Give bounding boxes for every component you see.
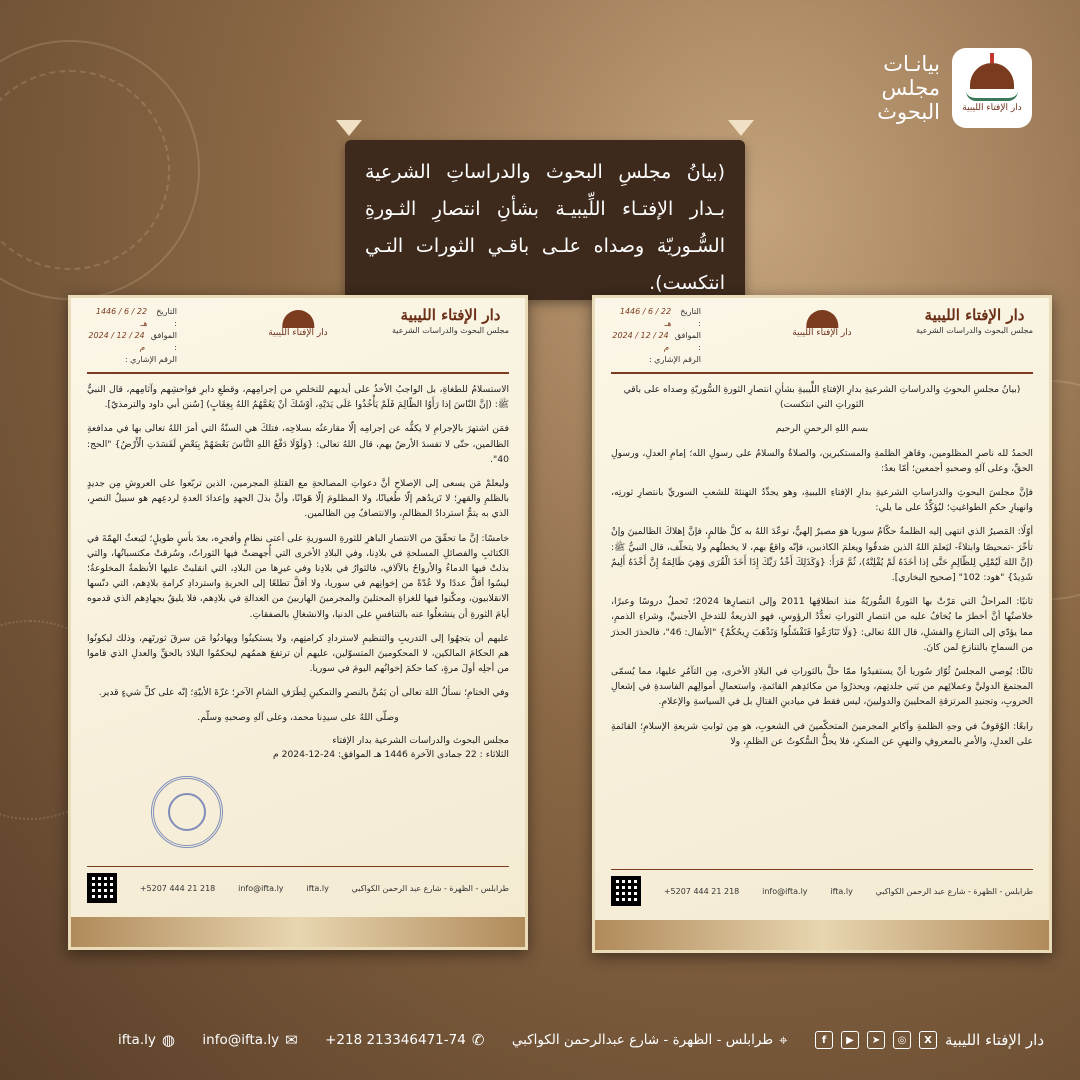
youtube-icon[interactable]: ▶ [841,1031,859,1049]
document-footer [87,866,509,903]
footer-logo: دار الإفتاء الليبية [945,1031,1044,1049]
dome-icon [970,63,1014,89]
paragraph: ثالثًا: يُوصي المجلسُ ثُوّارَ سُوريا أنْ يستفيدُوا ممّا حلَّ بالثوراتِ في البلادِ الأخرى، مِن التآمُرِ عليها، مما يُسمّى المجتمعَ الدوليَّ وعملائِهم من بَني جلدتِهم، ويحذرُوا من مكائدِهم القائمةِ، واستعمالِ أموالِهم الفاسدةِ في إشعالِ الحروبِ، وتجنيدِ المرتزقةِ المحليينَ والدوليينَ، ليس فقط في ميادينِ القتالِ بل في السياسةِ والإعلامِ. [611,666,1033,708]
document-bottom-bar [71,917,525,947]
x-icon[interactable]: X [919,1031,937,1049]
document-brand: دار الإفتاء الليبية [400,306,501,324]
footer-email: info@ifta.ly [762,886,808,896]
brand-header [860,48,1032,128]
banner-corner-left [336,120,362,136]
globe-icon: ◍ [161,1031,175,1049]
paragraph: فمَن اشتهرَ بالإجرامِ لا يكفُّه عن إجرامِه إلّا مقارعتُه بسلاحِه، فتلكَ هي السنّةُ التي أمرَ اللهُ تعالى بها في مدافعةِ الظالمين، حتّى لا تفسدَ الأرضُ بهم، قال اللهُ تعالى: {وَلَوْلَا دَفْعُ اللهِ النَّاسَ بَعْضَهُمْ بِبَعْضٍ لَفَسَدَتِ الْأَرْضُ} "الحج: 40". [87,423,509,465]
ifta-logo [952,48,1032,128]
closing-salat: وصلّى اللهُ على سيدِنا محمد، وعلى آلهِ وصحبهِ وسلّم. [197,711,399,723]
footer-address: طرابلس - الظهرة - شارع عبد الرحمن الكواكبي [351,883,509,893]
paragraph: خامسًا: إنَّ ما تحقّقَ من الانتصارِ الباهرِ للثورةِ السوريةِ على أعتى نظامٍ وأفجرِه، بعدَ بأسٍ طويلٍ؛ ليَبعثُ الهمّةَ في الكتائبِ والفصائلِ المسلحةِ في بلادِنا، وفي البلادِ الأخرى التي أُجهضتْ فيها الثوراتُ، وسُرقتْ مكتسباتُها، والتي بذلتْ فيها الدماءُ والأرواحُ بالآلافِ، فالثوارُ في بلادِنا وفي غيرِها من البلادِ، التي انقلبتْ عليها الأنظمةُ المخلوعةُ؛ ليسُوا أقلَّ عددًا ولا عُدّةً من إخوانِهم في سوريا، ولا أقلَّ تطلعًا إلى الحريةِ واستردادِ كرامةِ بلادِهم، التي دنّسها الانقلابيون، ومكّنوا فيها للغزاةِ المحتلينَ والمجرمينَ الهاربينَ من العدالةِ في بلادِهم، فلا يليقُ بجهادِهم الذي قدموه أيامَ الثورةِ أن ينشغلُوا عنه بالتنافسِ على الدنيا، والانشغالِ بالصفقاتِ. [87,532,509,620]
document-meta: التاريخ : 22 / 6 / 1446 هـ الموافق : 24 / 12 / 2024 م الرقم الإشاري : [612,307,701,364]
document-brand: دار الإفتاء الليبية [924,306,1025,324]
document-page-1 [592,295,1052,953]
mail-icon: ✉ [285,1031,298,1049]
document-page-2 [68,295,528,950]
official-stamp-icon [151,776,223,848]
facebook-icon[interactable]: f [815,1031,833,1049]
paragraph: أوّلًا: المَصيرُ الذي انتهى إليه الظلمةُ حكّامُ سوريا هوَ مصيرٌ إلهيٌّ، توعّدَ اللهُ به كلَّ ظالمٍ، فإنَّ إهلاكَ الظالمينَ وإنْ تأخّرَ -تمحيصًا وابتلاءً- ليَعلمَ اللهُ الذين صَدقُوا ويعلمَ الكاذبين، فإنّه واقعٌ بهم، لا يخطئُهم ولا يتخلّف، قال النبيُّ ﷺ: (إنَّ اللهَ لَيُمْلِي لِلظّالِمِ حَتَّى إذا أخَذَهُ لَمْ يُفْلِتْهُ)، ثُمَّ قَرَأَ: {وَكَذَلِكَ أَخْذُ رَبِّكَ إِذَا أَخَذَ الْقُرَى وَهِيَ ظَالِمَةٌ إِنَّ أَخْذَهُ أَلِيمٌ شَدِيدٌ} "هود: 102" [صحيح البخاري]. [611,526,1033,584]
document-header [87,306,509,368]
footer-site: ifta.ly [306,883,329,893]
document-logo: دار الإفتاء الليبية [792,310,851,338]
paragraph: وليعلمْ مَن يسعى إلى الإصلاحِ أنَّ دعواتِ المصالحةِ مع القتلةِ المجرمين، الذين تربّعوا على العروشِ مِن جديدٍ بالظلمِ والقهرِ؛ لا تَزيدُهم إلّا طُغيانًا، ولا المظلومَ إلّا هَوانًا، وأنَّ بذلَ الجهدِ وإعدادَ العدةِ لردعِهم هو سبيلُ النصرِ، الذي به يتمُّ استردادُ المظالمِ، والانتصافُ مِن الظالمين. [87,478,509,520]
basmala: بسم اللهِ الرحمنِ الرحيم [775,423,869,435]
footer-site: ifta.ly [118,1032,156,1048]
paragraph: عليهم أن يتجهُوا إلى التدريبِ والتنظيمِ لاستردادِ كرامتِهم، ولا يستكينُوا ويهادنُوا مَن سرقَ ثورتَهم، وذلك ليكونُوا هم الحكامَ المالكين، لا المحكومينَ المتسوّلين، عليهم أن ترتفعَ هممُهم ليحكمُوا البلادَ بالحقِّ والعدلِ الذي قاموا من أجلِه أولَ مرةٍ، كما حكمَ إخوانُهم اليومَ في سوريا. [87,632,509,675]
footer-phone: 218 21 444 5207+ [139,883,216,893]
signature-block: مجلس البحوث والدراسات الشرعية بدار الإفتاء الثلاثاء : 22 جمادى الآخرة 1446 هـ الموافق: 24-12-2024 م [272,734,509,760]
document-logo: دار الإفتاء الليبية [268,310,327,338]
footer-email-item[interactable] [202,1031,297,1049]
document-body [87,382,509,762]
dome-icon [282,310,314,328]
document-sub: مجلس البحوث والدراسات الشرعية [916,326,1033,335]
qr-code-icon [611,876,641,906]
header-rule [611,372,1033,374]
footer-address: طرابلس - الظهرة - شارع عبد الرحمن الكواكبي [875,886,1033,896]
document-body [611,382,1033,749]
footer-site-item[interactable] [118,1031,175,1049]
dome-icon [806,310,838,328]
paragraph: الحمدُ لله ناصرِ المظلومين، وقاهرِ الظلمةِ والمستكبرين، والصلاةُ والسلامُ على رسولِ الله؛ إمامِ العدلِ، ورسولِ الحقِّ، وعلى آلهِ وصحبهِ أجمعين؛ أمّا بعدُ: [611,447,1033,474]
document-header [611,306,1033,368]
footer-social [815,1031,1044,1049]
footer-site: ifta.ly [830,886,853,896]
banner-corner-right [728,120,754,136]
instagram-icon[interactable]: ◎ [893,1031,911,1049]
footer-phone: 218 21 444 5207+ [663,886,740,896]
paragraph: ثانيًا: المراحلُ التي مَرّتْ بها الثورةُ السُّوريّةُ منذ انطلاقِها 2011 وإلى انتصارِها 2024؛ تَحملُ دروسًا وعبرًا، خلاصتُها أنَّ أخطرَ ما يُخافُ عليه من انتصارِ الثوراتِ تعدُّدُ الرؤوسِ، فهو الذريعةُ للتدخلِ الأجنبيِّ، وشراءِ الذممِ، مما يؤدّي إلى التنازعِ والفشلِ، قال اللهُ تعالى: {وَلَا تَنَازَعُوا فَتَفْشَلُوا وَتَذْهَبَ رِيحُكُمْ} "الأنفال: 46"، فالحذرَ الحذرَ من السماحِ بالتنازعِ لمن كانَ. [611,596,1033,653]
statement-banner [345,140,745,300]
header-rule [87,372,509,374]
document-sub: مجلس البحوث والدراسات الشرعية [392,326,509,335]
footer-address: طرابلس - الظهرة - شارع عبدالرحمن الكواكبي [511,1032,774,1048]
footer-email: info@ifta.ly [202,1032,280,1048]
section-title: بيانـات مجلس البحوث [877,52,940,124]
document-footer [611,869,1033,906]
page-footer [0,1010,1080,1070]
paragraph: الاستسلامُ للطغاةِ، بل الواجبُ الأخذُ على أيديهم للتخلصِ من إجرامِهم، وقطعِ دابرِ فواحشِهم وآثامِهم، قال النبيُّ ﷺ: (إنَّ النّاسَ إذا رَأَوُا الظّالِمَ فَلَمْ يَأْخُذُوا عَلَى يَدَيْهِ، أوْشَكَ أنْ يَعُمَّهُمُ اللهُ بِعِقَابٍ) [سُنن أبي داود والترمذيّ]. [87,384,509,411]
document-title: (بيانُ مجلسِ البحوثِ والدراساتِ الشرعيةِ بدارِ الإفتاءِ اللِّيبيةِ بشأنِ انتصارِ الثورةِ السُّوريّةِ وصداه على باقي الثوراتِ التي انتكست) [623,384,1021,411]
footer-address-item [512,1031,788,1049]
footer-email: info@ifta.ly [238,883,284,893]
document-bottom-bar [595,920,1049,950]
location-pin-icon: ⌖ [779,1031,788,1049]
footer-phone: +218 213346471-74 [325,1032,466,1048]
book-icon [966,91,1018,101]
banner-text: (بيانُ مجلسِ البحوث والدراساتِ الشرعية بـدار الإفتـاء اللِّيبيـة بشأنِ انتصارِ الثـورةِ السُّـوريّة وصداه علـى باقـي الثورات التـي انتكست). [365,161,725,294]
logo-text: دار الإفتاء الليبية [962,103,1022,113]
footer-phone-item[interactable] [325,1031,484,1049]
paragraph: فإنَّ مجلسَ البحوثِ والدراساتِ الشرعيةِ بدارِ الإفتاءِ الليبيةِ، وهو يجدِّدُ التهنئةَ للشعبِ السوريِّ بانتصارِ ثورتِه، وانهيارِ حكمِ الطواغيتِ؛ ليُؤكِّدُ على ما يلي: [611,487,1033,514]
telegram-icon[interactable]: ➤ [867,1031,885,1049]
paragraph: وفي الختامِ؛ نسألُ اللهَ تعالى أن يَمُنَّ بالنصرِ والتمكينِ لِطَرَفِ الشامِ الآخرِ؛ غزّةَ الأبيّةِ؛ إنّه على كلِّ شيءٍ قدير. [98,687,509,699]
document-meta: التاريخ : 22 / 6 / 1446 هـ الموافق : 24 / 12 / 2024 م الرقم الإشاري : [88,307,177,364]
qr-code-icon [87,873,117,903]
phone-icon: ✆ [471,1031,485,1049]
paragraph: رابعًا: الوُقوفُ في وجهِ الظلمةِ وأكابرِ المجرمينَ المتحكّمينَ في الشعوبِ، هو مِن ثوابتِ شريعةِ الإسلامِ؛ القائمةِ على العدلِ، والأمرِ بالمعروفِ والنهيِ عن المنكرِ، فلا يحلُّ السُّكوتُ عن الظلمِ، ولا [611,720,1033,747]
